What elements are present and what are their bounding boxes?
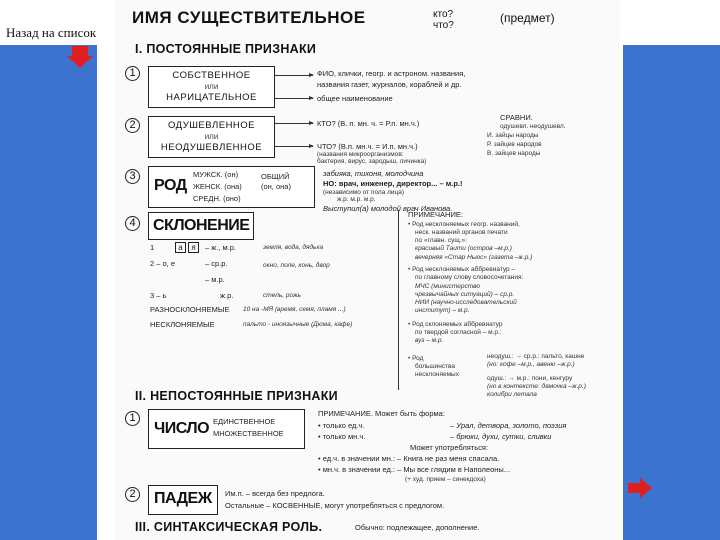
decl-indeclinable: НЕСКЛОНЯЕМЫЕ — [150, 320, 215, 329]
connector-line — [275, 75, 313, 76]
note1-line: по твердой согласной – м.р.: — [415, 329, 502, 336]
note1-line: большинства — [415, 363, 456, 370]
note1-side: (но: кофе –м.р., авеню –ж.р.) — [487, 361, 575, 368]
item-number-2b: 2 — [125, 487, 140, 502]
note1-side: одуш.: → м.р.: пони, кенгуру — [487, 375, 573, 382]
right-blue-band — [623, 0, 720, 540]
note1-line: НИИ (научно-исследовательский — [415, 299, 517, 306]
compare-row-nom: И. зайцы народы — [487, 132, 539, 139]
gender-example-tags: ж.р. м.р. м.р. — [337, 196, 376, 203]
proper-common-box — [148, 66, 275, 108]
case-oblique: Остальные – КОСВЕННЫЕ, могут употребляться с предлогом. — [225, 501, 445, 510]
declension-box — [148, 212, 254, 240]
item-number-2: 2 — [125, 118, 140, 133]
case-big-label: ПАДЕЖ — [154, 490, 212, 507]
gender-exception-note: (независимо от пола лица) — [323, 189, 405, 196]
sheet-questions — [433, 9, 454, 31]
gender-big-label: РОД — [154, 177, 187, 194]
compare-header: одушевл. неодушевл. — [500, 123, 566, 130]
declension-big-label: СКЛОНЕНИЕ — [153, 217, 250, 234]
note1-line: чрезвычайных ситуаций) – ср.р. — [415, 291, 515, 298]
item-number-1b: 1 — [125, 411, 140, 426]
section-permanent: I. ПОСТОЯННЫЕ ПРИЗНАКИ — [135, 42, 317, 56]
decl-end-a: а — [175, 242, 186, 253]
note1-line: по главному слову словосочетания: — [415, 274, 524, 281]
question-what: что? — [433, 20, 454, 31]
note1-side: неодуш.: → ср.р.: пальто, кашне — [487, 353, 585, 360]
gender-common-pron: (он, она) — [261, 182, 291, 191]
animate-desc: КТО? (В. п. мн. ч. = Р.п. мн.ч.) — [317, 119, 420, 128]
decl-2-gender: – ср.р. — [205, 259, 228, 268]
note2-usage-2: • мн.ч. в значении ед.: – Мы все глядим в Наполеоны... — [318, 465, 511, 474]
note1-line: МЧС (министерство — [415, 283, 480, 290]
connector-line — [275, 146, 313, 147]
note1-line: вуз – м.р. — [415, 337, 444, 344]
compare-title: СРАВНИ. — [500, 113, 533, 122]
connector-line — [275, 123, 313, 124]
inanimate-label: НЕОДУШЕВЛЕННОЕ — [160, 142, 263, 153]
section-syntactic: III. СИНТАКСИЧЕСКАЯ РОЛЬ. — [135, 520, 323, 534]
note-divider — [398, 210, 399, 390]
gender-common: ОБЩИЙ — [261, 172, 290, 181]
left-blue-band — [0, 0, 97, 540]
inanimate-note-2: бактерия, вирус, зародыш, личинка) — [317, 158, 427, 165]
decl-1-num: 1 — [150, 243, 155, 252]
proper-desc-2: названия газет, журналов, кораблей и др. — [317, 80, 462, 89]
proper-desc-1: ФИО, клички, геогр. и астроном. названия, — [317, 69, 466, 78]
number-plural: МНОЖЕСТВЕННОЕ — [213, 429, 284, 438]
decl-example-3: степь, рожь — [263, 292, 301, 299]
note2-sing: • только ед.ч. — [318, 421, 365, 430]
section-syntactic-desc: Обычно: подлежащее, дополнение. — [355, 523, 480, 532]
item-number-4: 4 — [125, 216, 140, 231]
note1-title: ПРИМЕЧАНИЕ: — [408, 210, 463, 219]
number-singular: ЕДИНСТВЕННОЕ — [213, 417, 276, 426]
question-who: кто? — [433, 9, 454, 20]
note1-line: • Род несклоняемых аббревиатур – — [408, 266, 516, 273]
animate-box — [148, 116, 275, 158]
gender-example-2: Выступил(а) молодой врач Иванова. — [323, 204, 453, 213]
note1-line: • Род несклоняемых геогр. названий, — [408, 221, 520, 228]
item-number-3: 3 — [125, 169, 140, 184]
note1-line: неск. названий органов печати — [415, 229, 508, 236]
note2-sing-ex: – Урал, детвора, золото, поэзия — [450, 421, 567, 430]
gender-fem: ЖЕНСК. (она) — [193, 182, 242, 191]
gender-neut: СРЕДН. (оно) — [193, 194, 241, 203]
sheet-title: ИМЯ СУЩЕСТВИТЕЛЬНОЕ — [132, 8, 366, 27]
number-big-label: ЧИСЛО — [154, 420, 210, 437]
common-label: НАРИЦАТЕЛЬНОЕ — [166, 92, 257, 103]
compare-row-acc: В. зайцев народы — [487, 150, 541, 157]
note2-plur-ex: – брюки, духи, сутки, сливки — [450, 432, 552, 441]
connector-line — [275, 98, 313, 99]
proper-label: СОБСТВЕННОЕ — [172, 70, 251, 81]
inanimate-desc: ЧТО? (В.п. мн.ч. = И.п. мн.ч.) — [317, 142, 418, 151]
or-label: или — [204, 132, 219, 141]
grammar-sheet-image — [115, 0, 620, 540]
animate-label: ОДУШЕВЛЕННОЕ — [167, 120, 256, 131]
note1-line: несклоняемых — [415, 371, 459, 378]
red-down-arrow-icon[interactable] — [67, 46, 93, 68]
decl-2-gender-m: – м.р. — [205, 275, 225, 284]
gender-example-1: забияка, тихоня, молодчина — [323, 169, 424, 178]
decl-end-ya: я — [188, 242, 199, 253]
note2-usage-note: (+ худ. прием – синекдоха) — [405, 476, 486, 483]
back-to-list-link[interactable]: Назад на список — [6, 25, 97, 40]
or-label: или — [204, 82, 219, 91]
case-nominative: Им.п. – всегда без предлога. — [225, 489, 325, 498]
section-variable: II. НЕПОСТОЯННЫЕ ПРИЗНАКИ — [135, 389, 338, 403]
compare-row-gen: Р. зайцев народов — [487, 141, 542, 148]
item-number-1: 1 — [125, 66, 140, 81]
note2-plur: • только мн.ч. — [318, 432, 366, 441]
number-box — [148, 409, 305, 449]
decl-1-gender: – ж., м.р. — [205, 243, 237, 252]
decl-example-1: земля, вода, дядька — [263, 244, 324, 251]
question-tag: (предмет) — [500, 11, 555, 25]
inanimate-note-1: (названия микроорганизмов: — [317, 151, 404, 158]
gender-masc: МУЖСК. (он) — [193, 170, 239, 179]
common-desc: общее наименование — [317, 94, 393, 103]
note1-side: колибри летала — [487, 391, 537, 398]
gender-box — [148, 166, 315, 208]
case-box — [148, 485, 218, 515]
note2-title: ПРИМЕЧАНИЕ. Может быть форма: — [318, 409, 445, 418]
note1-line: по «главн. сущ.»: — [415, 237, 467, 244]
decl-3-gender: ж.р. — [220, 291, 234, 300]
decl-indeclinable-ex: пальто - иноязычные (Дюма, кафе) — [243, 321, 353, 328]
decl-heteroclitic-ex: 10 на -МЯ (время, семя, пламя ...) — [243, 306, 346, 313]
decl-example-2: окно, поле, конь, двор — [263, 262, 330, 269]
gender-exception: НО: врач, инженер, директор... – м.р.! — [323, 179, 463, 188]
note1-line: институт) – м.р. — [415, 307, 470, 314]
note1-line: вечерняя «Стар Ньюс» (газета –ж.р.) — [415, 254, 533, 261]
red-right-arrow-icon[interactable] — [628, 478, 652, 498]
note1-line: • Род склоняемых аббревиатур — [408, 321, 503, 328]
decl-1-endings — [175, 242, 199, 253]
decl-2-num: 2 – о, е — [150, 259, 176, 268]
decl-heteroclitic: РАЗНОСКЛОНЯЕМЫЕ — [150, 305, 230, 314]
note1-line: красивый Таити (остров –м.р.) — [415, 245, 512, 252]
note2-usage-1: • ед.ч. в значении мн.: – Книга не раз меня спасала. — [318, 454, 500, 463]
decl-3-num: 3 – ь — [150, 291, 167, 300]
note2-usage: Может употребляться: — [410, 443, 489, 452]
note1-line: • Род — [408, 355, 424, 362]
note1-side: (но в контексте: дамочка –ж.р.) — [487, 383, 586, 390]
